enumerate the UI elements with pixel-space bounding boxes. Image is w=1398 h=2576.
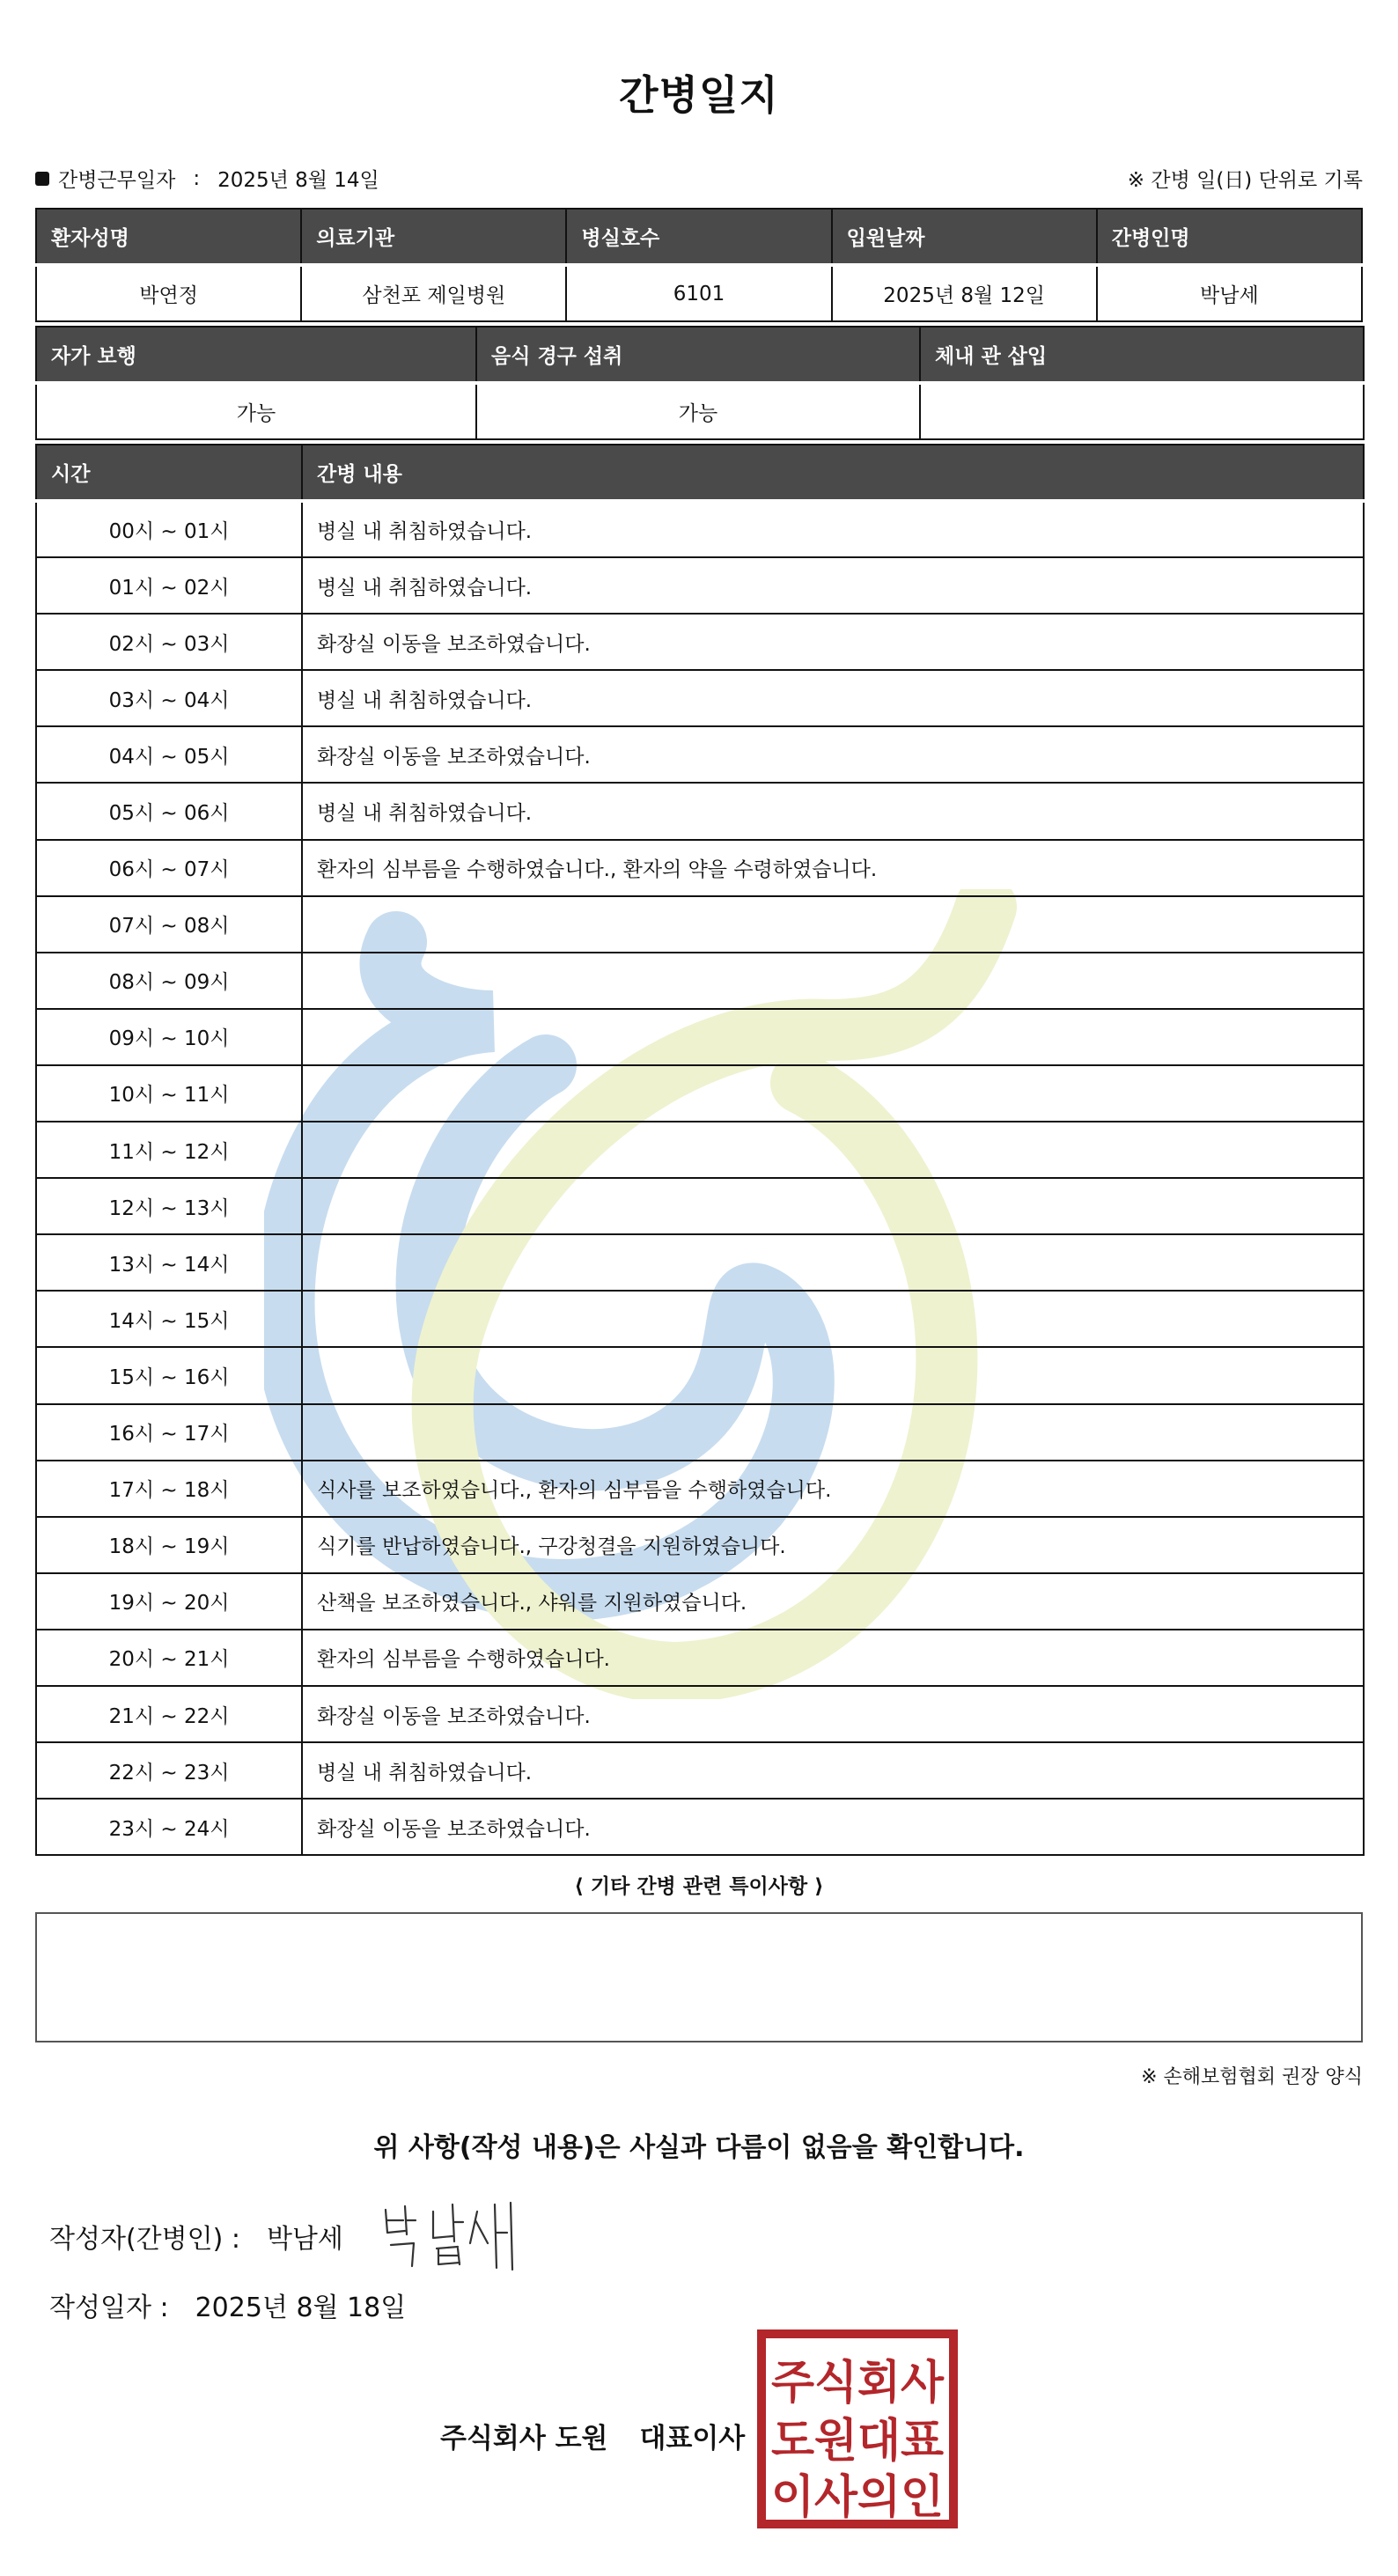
svg-text:주식회사: 주식회사 bbox=[771, 2357, 945, 2410]
tube-insertion-value bbox=[920, 383, 1364, 439]
log-time: 21시 ~ 22시 bbox=[36, 1686, 302, 1742]
patient-name: 박연정 bbox=[36, 265, 301, 321]
table-row bbox=[36, 896, 1364, 953]
table-row bbox=[36, 1573, 1364, 1630]
unit-note: ※ 간병 일(日) 단위로 기록 bbox=[1127, 169, 1363, 192]
log-time: 05시 ~ 06시 bbox=[36, 783, 302, 839]
log-time: 09시 ~ 10시 bbox=[36, 1009, 302, 1065]
header-tube-insertion: 체내 관 삽입 bbox=[920, 327, 1364, 383]
written-date-label: 작성일자 : bbox=[49, 2293, 169, 2323]
confirmation-statement: 위 사항(작성 내용)은 사실과 다름이 없음을 확인합니다. bbox=[373, 2132, 1025, 2163]
log-time: 23시 ~ 24시 bbox=[36, 1799, 302, 1855]
log-time: 10시 ~ 11시 bbox=[36, 1065, 302, 1122]
log-description: 병실 내 취침하였습니다. bbox=[302, 501, 1364, 557]
log-description bbox=[302, 1122, 1364, 1178]
duty-date-separator: : bbox=[193, 166, 201, 190]
table-row bbox=[36, 1234, 1364, 1291]
log-time: 16시 ~ 17시 bbox=[36, 1404, 302, 1461]
institution: 삼천포 제일병원 bbox=[301, 265, 566, 321]
meta-row bbox=[35, 164, 1363, 195]
log-description: 병실 내 취침하였습니다. bbox=[302, 783, 1364, 839]
writer-name: 박남세 bbox=[266, 2224, 343, 2255]
header-patient-name: 환자성명 bbox=[36, 209, 301, 265]
patient-status-table bbox=[35, 326, 1365, 440]
table-row bbox=[36, 1347, 1364, 1403]
log-description bbox=[302, 1234, 1364, 1291]
log-time: 02시 ~ 03시 bbox=[36, 614, 302, 670]
table-row bbox=[36, 614, 1364, 670]
log-description: 화장실 이동을 보조하였습니다. bbox=[302, 726, 1364, 783]
notes-title: ⟨ 기타 간병 관련 특이사항 ⟩ bbox=[574, 1875, 824, 1898]
log-time: 08시 ~ 09시 bbox=[36, 953, 302, 1009]
log-description: 화장실 이동을 보조하였습니다. bbox=[302, 1686, 1364, 1742]
table-row bbox=[36, 501, 1364, 557]
patient-info-table bbox=[35, 208, 1363, 322]
log-description bbox=[302, 1347, 1364, 1403]
table-row bbox=[36, 1630, 1364, 1686]
writer-label: 작성자(간병인) : bbox=[49, 2224, 240, 2255]
table-row bbox=[36, 1517, 1364, 1573]
table-row bbox=[36, 1178, 1364, 1234]
header-care-content: 간병 내용 bbox=[302, 445, 1364, 501]
log-description: 환자의 심부름을 수행하였습니다. bbox=[302, 1630, 1364, 1686]
header-admission-date: 입원날짜 bbox=[832, 209, 1097, 265]
log-time: 18시 ~ 19시 bbox=[36, 1517, 302, 1573]
handwritten-signature bbox=[379, 2194, 528, 2273]
svg-text:이사의인: 이사의인 bbox=[771, 2471, 944, 2524]
log-description bbox=[302, 896, 1364, 953]
svg-text:도원대표: 도원대표 bbox=[771, 2415, 944, 2468]
company-name: 주식회사 도원 bbox=[440, 2423, 608, 2455]
table-row bbox=[36, 670, 1364, 726]
caregiver-name: 박남세 bbox=[1097, 265, 1362, 321]
table-row bbox=[36, 557, 1364, 614]
log-description bbox=[302, 1009, 1364, 1065]
log-description: 산책을 보조하였습니다., 샤워를 지원하였습니다. bbox=[302, 1573, 1364, 1630]
page-title: 간병일지 bbox=[619, 71, 779, 119]
log-description: 화장실 이동을 보조하였습니다. bbox=[302, 614, 1364, 670]
log-time: 22시 ~ 23시 bbox=[36, 1742, 302, 1799]
log-time: 04시 ~ 05시 bbox=[36, 726, 302, 783]
self-walking-value: 가능 bbox=[36, 383, 476, 439]
log-time: 12시 ~ 13시 bbox=[36, 1178, 302, 1234]
log-rows bbox=[36, 501, 1364, 1855]
hourly-log-table bbox=[35, 444, 1365, 1856]
header-time: 시간 bbox=[36, 445, 302, 501]
log-time: 20시 ~ 21시 bbox=[36, 1630, 302, 1686]
table-row bbox=[36, 1291, 1364, 1347]
log-time: 06시 ~ 07시 bbox=[36, 840, 302, 896]
table-row bbox=[36, 1404, 1364, 1461]
log-description bbox=[302, 1404, 1364, 1461]
header-room-number: 병실호수 bbox=[566, 209, 831, 265]
log-description: 식사를 보조하였습니다., 환자의 심부름을 수행하였습니다. bbox=[302, 1461, 1364, 1517]
log-time: 00시 ~ 01시 bbox=[36, 501, 302, 557]
table-row bbox=[36, 1742, 1364, 1799]
log-description: 식기를 반납하였습니다., 구강청결을 지원하였습니다. bbox=[302, 1517, 1364, 1573]
log-time: 03시 ~ 04시 bbox=[36, 670, 302, 726]
table-row bbox=[36, 1461, 1364, 1517]
log-time: 19시 ~ 20시 bbox=[36, 1573, 302, 1630]
log-time: 17시 ~ 18시 bbox=[36, 1461, 302, 1517]
table-row bbox=[36, 840, 1364, 896]
square-bullet-icon bbox=[35, 172, 49, 186]
table-row bbox=[36, 1122, 1364, 1178]
written-date-line bbox=[49, 2285, 406, 2324]
log-time: 11시 ~ 12시 bbox=[36, 1122, 302, 1178]
log-time: 14시 ~ 15시 bbox=[36, 1291, 302, 1347]
log-time: 13시 ~ 14시 bbox=[36, 1234, 302, 1291]
room-number: 6101 bbox=[566, 265, 831, 321]
duty-date-line bbox=[35, 164, 379, 193]
log-description: 환자의 심부름을 수행하였습니다., 환자의 약을 수령하였습니다. bbox=[302, 840, 1364, 896]
header-oral-intake: 음식 경구 섭취 bbox=[476, 327, 920, 383]
log-time: 07시 ~ 08시 bbox=[36, 896, 302, 953]
log-description bbox=[302, 1291, 1364, 1347]
duty-date-label: 간병근무일자 bbox=[58, 169, 176, 192]
duty-date-value: 2025년 8월 14일 bbox=[217, 169, 379, 192]
company-representative: 대표이사 bbox=[639, 2423, 746, 2455]
header-caregiver-name: 간병인명 bbox=[1097, 209, 1362, 265]
form-footnote: ※ 손해보험협회 권장 양식 bbox=[1141, 2066, 1363, 2088]
admission-date: 2025년 8월 12일 bbox=[832, 265, 1097, 321]
log-description bbox=[302, 1065, 1364, 1122]
written-date-value: 2025년 8월 18일 bbox=[195, 2293, 407, 2323]
log-description: 병실 내 취침하였습니다. bbox=[302, 670, 1364, 726]
table-row bbox=[36, 726, 1364, 783]
table-row bbox=[36, 1686, 1364, 1742]
log-description: 병실 내 취침하였습니다. bbox=[302, 557, 1364, 614]
table-row bbox=[36, 1799, 1364, 1855]
log-description bbox=[302, 1178, 1364, 1234]
table-row bbox=[36, 1065, 1364, 1122]
table-row bbox=[36, 783, 1364, 839]
log-time: 01시 ~ 02시 bbox=[36, 557, 302, 614]
notes-box bbox=[35, 1912, 1363, 2042]
table-row bbox=[36, 953, 1364, 1009]
header-institution: 의료기관 bbox=[301, 209, 566, 265]
company-line bbox=[440, 2416, 745, 2455]
company-seal-stamp bbox=[757, 2329, 958, 2528]
log-time: 15시 ~ 16시 bbox=[36, 1347, 302, 1403]
log-description: 화장실 이동을 보조하였습니다. bbox=[302, 1799, 1364, 1855]
log-description: 병실 내 취침하였습니다. bbox=[302, 1742, 1364, 1799]
header-self-walking: 자가 보행 bbox=[36, 327, 476, 383]
table-row bbox=[36, 1009, 1364, 1065]
oral-intake-value: 가능 bbox=[476, 383, 920, 439]
log-description bbox=[302, 953, 1364, 1009]
writer-line bbox=[49, 2217, 343, 2256]
